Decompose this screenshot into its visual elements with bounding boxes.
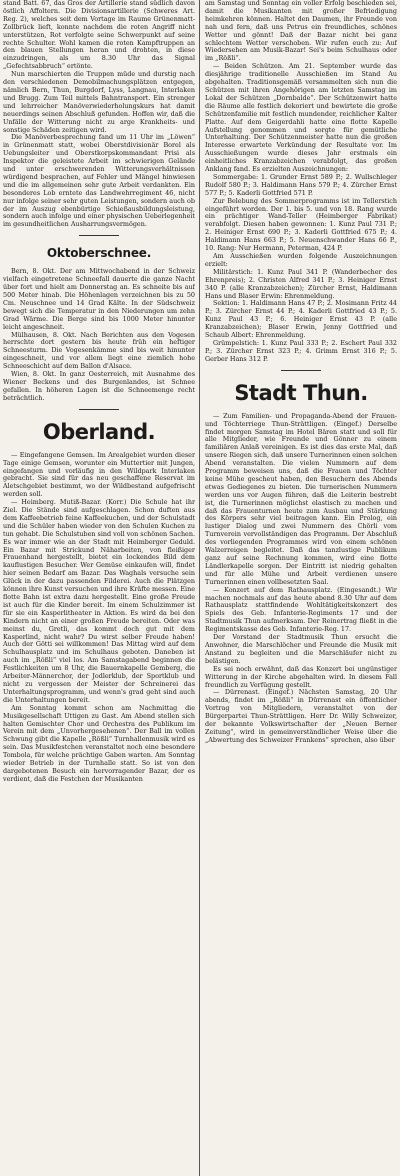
- headline-oberland: Oberland.: [42, 419, 156, 444]
- left-column: [3, 0, 195, 1176]
- separator-rule: [79, 235, 119, 236]
- headline-oktoberschnee: Oktoberschnee.: [46, 246, 152, 261]
- schuetzen-paragraph: Am Ausschießen wurden folgende Auszeichnungen erzielt:: [205, 252, 397, 268]
- schuetzen-results: Militärstich: 1. Kunz Paul 341 P. (Wanderbecher des Ehrenpreis); 2. Christen Alfred 341 P.; 3. Heiniger Ernst 340 P. (alle Kranzabzeichen); Zürcher Ernst, Haldimann Hans und Blaser Erwin: Ehrenmeldung.: [205, 267, 397, 300]
- thun-paragraph: — Zum Familien- und Propaganda-Abend der Frauen- und Töchterriege Thun-Strättligen. (Eingef.) Derselbe findet morgen Samstag im Hotel Bären statt und soll für alle Mitglieder, wie Freunde und Gönner zu einem familiären Anlaß vereinigen. Es ist dies das erste Mal, daß unsere Riegen sich, daß unsere Turnerinnen einen solchen Abend veranstalten. Die vielen Nummern auf dem Programm beweisen uns, daß die Frauen und Töchter keine Mühe gescheut haben, den Besuchern des Abends etwas Gediegenes zu bieten. Die turnerischen Nummern werden uns vor Augen führen, daß die Leiterin bestrebt ist, die Turnerinnen möglichst elastisch zu machen und daß das Frauenturnen heute zum Ausbau und Stärkung des Körpers sehr viel beitragen kann. Ein Prolog, ein lustiger Dialog und zwei Nummern des Chörli vom Turnverein vervollständigen das Programm. Der Abschluß des vorliegenden Programmes wird von einem schönen Walzerreigen begleitet. Daß das tanzlustige Publikum ganz auf seine Rechnung kommen, wird eine flotte Ländlerkapelle sorgen. Der Eintritt ist niedrig gehalten und für alle Mühe und Arbeit verdienen unsere Turnerinnen einen vollbesetzten Saal.: [205, 411, 397, 586]
- column-divider: [199, 0, 200, 1176]
- right-column: [205, 0, 397, 1176]
- thun-paragraph: — Dürrenast. (Eingef.) Nächsten Samstag, 20 Uhr abends, findet im „Rößli“ in Dürrenast ein öffentlicher Vortrag von Mitgliedern, veranstaltet von der Bürgerpartei Thun-Strättligen. Herr Dr. Willy Schweizer, der bekannte Volkswirtschafter der „Neuen Berner Zeitung“, wird in gemeinverständlicher Weise über die „Abwertung des Schweizer Frankens“ sprechen, also über: [205, 688, 397, 744]
- oberland-paragraph: — Heimberg. Mutiß-Bazar. (Korr.) Die Schule hat ihr Ziel. Die Stände sind aufgeschlagen. Schon duften aus dem Kaffeebetrieb feine Kaffeekuchen, und der Schulstadt und die Schüler haben wieder von den Schulen Kuchen zu tun gehabt. Die Schulstuben sind voll von schönen Sachen. Es war immer wie an der Stadt mit Heimberger Geduld. Ein Bazar mit Strickund Näharbeiten, von fleißiger Frauenhand hergestellt, bietet ein lockendes Bild dem kauflustigen Besucher. Wer Gemüse einkaufen will, findet hier seinen Bedarf am Bazar. Das Waghals versuche sein Glück in der dazu passenden Filderei. Auch die Plätzgen können ihre Kunst versuchen und ihre Kräfte messen. Eine flotte Bahn ist extra dazu hergestellt. Eine große Freude ist auch für die Kinder bereit. Im einem Schulzimmer ist für sie ein Kasperlitheater in Aktion. Es wird da bei den Kindern nicht an einer großen Freude bereiten. Oder was meinst du, Gretli, das kommt doch gut mit dem Kasperlind, nicht wahr? Du wirst selber Freude haben! Auch der Götti sei willkommen! Das Mittag wird auf dem Schulhausplatz und im Schulhaus geboten. Daneben ist auch im „Rößli“ viel los. Am Samstagabend beginnen die Festlichkeiten um 8 Uhr, die Bauernkapelle Gemberg, die Arbeiter-Männerchor, der Jodlerklub, der Sportklub und nicht zu vergessen der Meister der Schreinerei das Unterhaltungsprogramm, und wenn's grad geht sind auch die Unterhaltungen bereit.: [3, 498, 195, 704]
- manoever-paragraph: Nun marschierten die Truppen müde und durstig nach den verschiedenen Demobilmachungsplätzen entgegen, nämlich Bern, Thun, Burgdorf, Lyss, Langnau, Interlaken und Brugg. Zum Teil mittels Bahntransport. Ein strenger und lehrreicher Manöverwiederholungskurs hat damit neuerdings seinen Abschluß gefunden. Hoffen wir, daß die Unfälle der Witterung nicht zu arge Krankheits- und sonstige Schäden zeitigen wird.: [3, 70, 195, 134]
- separator-rule: [79, 409, 119, 410]
- thun-paragraph: Es sei noch erwähnt, daß das Konzert bei ungünstiger Witterung in der Kirche abgehalten wird. In diesem Fall freundlich zu Verfügung gestellt.: [205, 664, 397, 689]
- thun-paragraph: Der Vorstand der Stadtmusik Thun ersucht die Anwohner, die Marschlöcher und Freunde die Musik mit Anstand zu begleiten und die Marschläufer nicht zu belästigen.: [205, 633, 397, 665]
- bazar-paragraph: am Samstag und Sonntag ein voller Erfolg beschieden sei, damit die Musikanten mit großer Befriedigung heimkehren können. Haltet den Daumen, ihr Freunde von nah und fern, daß uns Petrus ein freundliches, schönes Wetter und gönnt! Daß der Bazar nicht bei ganz schlechtem Wetter verschoben. Wir rufen euch zu: Auf Wiedersehen am Musik-Bazar! Sei's beim Schulhaus oder im „Rößli“.: [205, 0, 397, 63]
- schnee-paragraph: Wien, 8. Okt. In ganz Oesterreich, mit Ausnahme des Wiener Beckens und des Burgenlandes, ist Schnee gefallen. In höheren Lagen ist die Schneemenge recht beträchtlich.: [3, 370, 195, 402]
- schnee-paragraph: Mülhausen, 8. Okt. Nach Berichten aus den Vogesen herrschte dort gestern bis heute früh ein heftiger Schneesturm. Die Vogesenkämme sind bis weit hinunter eingeschneit, und vor allem liegt eine ziemlich hohe Schneeschicht auf dem Ballon d'Alsace.: [3, 330, 195, 371]
- schuetzen-paragraph: Zur Belebung des Sommerprogramms ist im Tellerstich eingeführt worden. Der 1. bis 5. und von 18. Rang wurde ein prächtiger Wand-Teller (Heimberger Fabrikat) verabfolgt. Diesen haben gewonnen: 1. Kunz Paul 731 P.; 2. Heiniger Ernst 690 P.; 3. Kaderli Gottfried 675 P.; 4. Haldimann Hans 663 P.; 5. Neuenschwander Hans 66 P., 10. Rang: Nur Hermann, Peterman, 424 P.: [205, 196, 397, 253]
- manoever-paragraph: stand Batt. 67, das Gros der Artillerie stand südlich davon östlich Affoltern. Die Divisionsartillerie (Schweres Art. Reg. 2), welches seit dem Vortage im Raume Grünenmatt-Zollbrück lieft, konnte nachdem die roten Angriff nicht unterstützen, Rot verfolgte seine Schwerpunkt auf seine rechte Schulter. Wohl kamen die roten Kampftruppen an den blauen Stellungen heran und drohten, in diese einzudringen, als um 8.30 Uhr das Signal „Gefechtsabbruch“ ertönte.: [3, 0, 195, 71]
- schuetzen-results: Grümpelstich: 1. Kunz Paul 333 P.; 2. Eschert Paul 332 P.; 3. Zürcher Ernst 323 P.; 4. Grimm Ernst 316 P.; 5. Gerber Hans 312 P.: [205, 338, 397, 363]
- separator-rule: [281, 370, 321, 371]
- oberland-paragraph: Am Sonntag kommt schon am Nachmittag die Musikgesellschaft Uttigen zu Gast. Am Abend stellen sich halten Gemischter Chor und Orchestra des Publikum im Verein mit dem „Unvorhergesehenen“. Der Ball im vollen Schwung gibt die Kapelle „Rößli“ Turnhallenmusik wird es sein. Das Musikfestchen veranstaltet noch eine besondere Tombola, für welche prächtige Gaben warten. Am Sonntag wieder Betrieb in der Turnhalle statt. So ist von den dargebotenen Besuch ein hervorragender Bazar, der es verdient, daß die Festchen der Musikanten: [3, 703, 195, 783]
- schnee-paragraph: Bern, 8. Okt. Der am Mittwochabend in der Schweiz vielfach eingetretene Schneefall dauerte die ganze Nacht über fort und hielt am Donnerstag an. Es schneite bis auf 500 Meter hinab. Die Höhenlagen verzeichnen bis zu 50 Cm. Neuschnee und 14 Grad Kälte. In der Südschweiz bewegt sich die Temperatur in den Niederungen um zehn Grad Wärme. Die Berge sind bis 1000 Meter hinunter leicht angeschneit.: [3, 267, 195, 331]
- oberland-paragraph: — Eingefangene Gemsen. Im Arealgebiet wurden dieser Tage einige Gemsen, worunter ein Muttertier mit Jungen, eingefangen und vorläufig in den Wildpark Interlaken gebracht. Sie sind für das neu geschaffene Reservat im Aletschgebiet bestimmt, wo der Wildbestand aufgefrischt werden soll.: [3, 450, 195, 499]
- manoever-paragraph: Die Manöverbesprechung fand um 11 Uhr im „Löwen“ in Grünenmatt statt, wobei Oberstdivisionär Borel als Uebungsleiter und Oberstkorpskommandant Prisi als Inspektor die geleistete Arbeit im schwierigen Gelände und unter erschwerenden Witterungsverhältnissen würdigend besprachen, auf Fehler und Mängel hinwiesen und die im allgemeinen sehr gute Arbeit verdankten. Ein besonderes Lob erntete das Landwehrregiment 46, nicht nur infolge seiner sehr guten Leistungen, sondern auch ob der im Auszug ebenbürtige Schießausbildungsleistung, sondern auch infolge und einer physischen Ueberlegenheit im gesundheitlichen Ausharrungsvermögen.: [3, 133, 195, 229]
- thun-paragraph: — Konzert auf dem Rathausplatz. (Eingesandt.) Wir machen nochmals auf das heute abend 8.30 Uhr auf dem Rathausplatz stattfindende Wohltätigkeitskonzert des Spiels des Geb. Infanterie-Regiments 17 und der Stadtmusik Thun aufmerksam. Der Reinertrag fließt in die Regimentskasse des Geb. Infanterie-Reg. 17.: [205, 585, 397, 634]
- schuetzen-paragraph: — Beiden Schützen. Am 21. September wurde das diesjährige traditionelle Ausschießen im Stand Au abgehalten. Traditionsgemäß versammelten sich nun die Schützen mit ihren Angehörigen am letzten Samstag im Lokal der Schützen „Dornbalde“. Der Schützenwirt hatte die Räume alle festlich dekoriert und bewirtete die große Schützenfamilie mit festlich mundender, reichlicher Kalter Platte. Auf dem Geigerdahli hatte eine flotte Kapelle Aufstellung genommen und sorgte für gemütliche Unterhaltung. Der Schützenmeister hatte nun die großen Interesse erwartete Verkündung der Resultate vor. Im Ausschießungen wurde dieses Jahr erstmals ein einheitliches Kranzabzeichen verabfolgt, das großen Anklang fand. Es erzielten Auszeichnungen:: [205, 62, 397, 174]
- schuetzen-results: Sektion: 1. Haldimann Hans 47 P.; 2. Mosimann Fritz 44 P.; 3. Zürcher Ernst 44 P.; 4. Kaderli Gottfried 43 P.; 5. Kunz Paul 43 P.; 6. Heiniger Ernst 43 P. (alle Kranzabzeichen); Blaser Erwin, Jenny Gottfried und Schaub Albert: Ehrenmeldung.: [205, 299, 397, 340]
- schuetzen-results: Sommergabe: 1. Grunder Ernst 589 P.; 2. Wullschleger Rudolf 580 P.; 3. Haldimann Hans 579 P.; 4. Zürcher Ernst 577 P.; 5. Kaderli Gottfried 571 P.: [205, 172, 397, 197]
- headline-stadt-thun: Stadt Thun.: [234, 380, 368, 405]
